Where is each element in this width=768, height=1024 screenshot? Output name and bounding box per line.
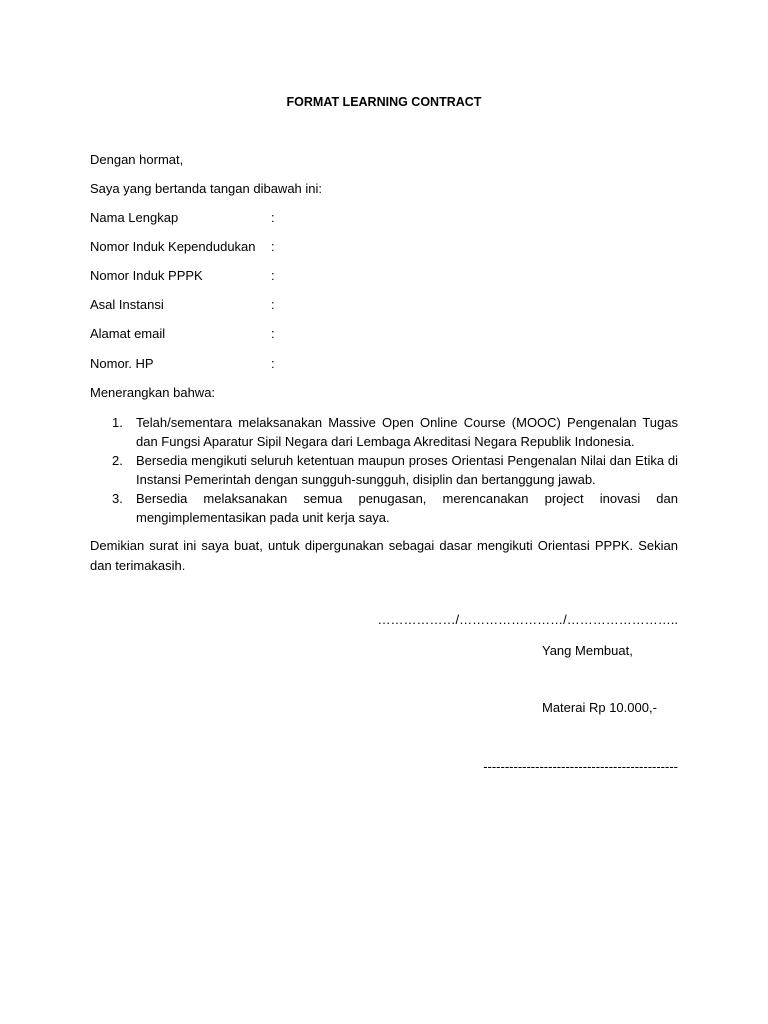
maker-label: Yang Membuat, xyxy=(542,643,633,658)
signature-line: --------------------------------------------- xyxy=(483,759,678,774)
list-number: 2. xyxy=(112,453,123,468)
list-text: Bersedia melaksanakan semua penugasan, merencanakan project inovasi dan mengimplementasikan pada unit kerja saya. xyxy=(136,491,678,525)
list-text: Bersedia mengikuti seluruh ketentuan maupun proses Orientasi Pengenalan Nilai dan Etika di Instansi Pemerintah dengan sungguh-sungguh, disiplin dan bertanggung jawab. xyxy=(136,453,678,487)
statement-list xyxy=(112,413,678,527)
field-colon: : xyxy=(271,239,275,254)
field-colon: : xyxy=(271,268,275,283)
field-label-alamat-email: Alamat email xyxy=(90,326,166,341)
list-number: 3. xyxy=(112,491,123,506)
field-label-asal-instansi: Asal Instansi xyxy=(90,297,164,312)
list-item xyxy=(112,413,678,451)
list-item xyxy=(112,489,678,527)
field-label-nomor-hp: Nomor. HP xyxy=(90,356,154,371)
list-item xyxy=(112,451,678,489)
field-label-nama-lengkap: Nama Lengkap xyxy=(90,210,179,225)
statement-intro: Menerangkan bahwa: xyxy=(90,385,216,400)
intro-text: Saya yang bertanda tangan dibawah ini: xyxy=(90,181,323,196)
greeting-text: Dengan hormat, xyxy=(90,152,184,167)
stamp-label: Materai Rp 10.000,- xyxy=(542,700,657,715)
list-number: 1. xyxy=(112,415,123,430)
closing-paragraph: Demikian surat ini saya buat, untuk dipergunakan sebagai dasar mengikuti Orientasi PPPK. Sekian dan terimakasih. xyxy=(90,538,678,573)
field-colon: : xyxy=(271,326,275,341)
field-colon: : xyxy=(271,356,275,371)
field-colon: : xyxy=(271,297,275,312)
field-colon: : xyxy=(271,210,275,225)
field-label-nik: Nomor Induk Kependudukan xyxy=(90,239,256,254)
date-placeholder: ………………/……………………/…………………….. xyxy=(377,612,678,627)
document-title: FORMAT LEARNING CONTRACT xyxy=(286,95,482,109)
field-label-nomor-induk-pppk: Nomor Induk PPPK xyxy=(90,268,203,283)
list-text: Telah/sementara melaksanakan Massive Open Online Course (MOOC) Pengenalan Tugas dan Fungsi Aparatur Sipil Negara dari Lembaga Akreditasi Negara Republik Indonesia. xyxy=(136,415,678,449)
